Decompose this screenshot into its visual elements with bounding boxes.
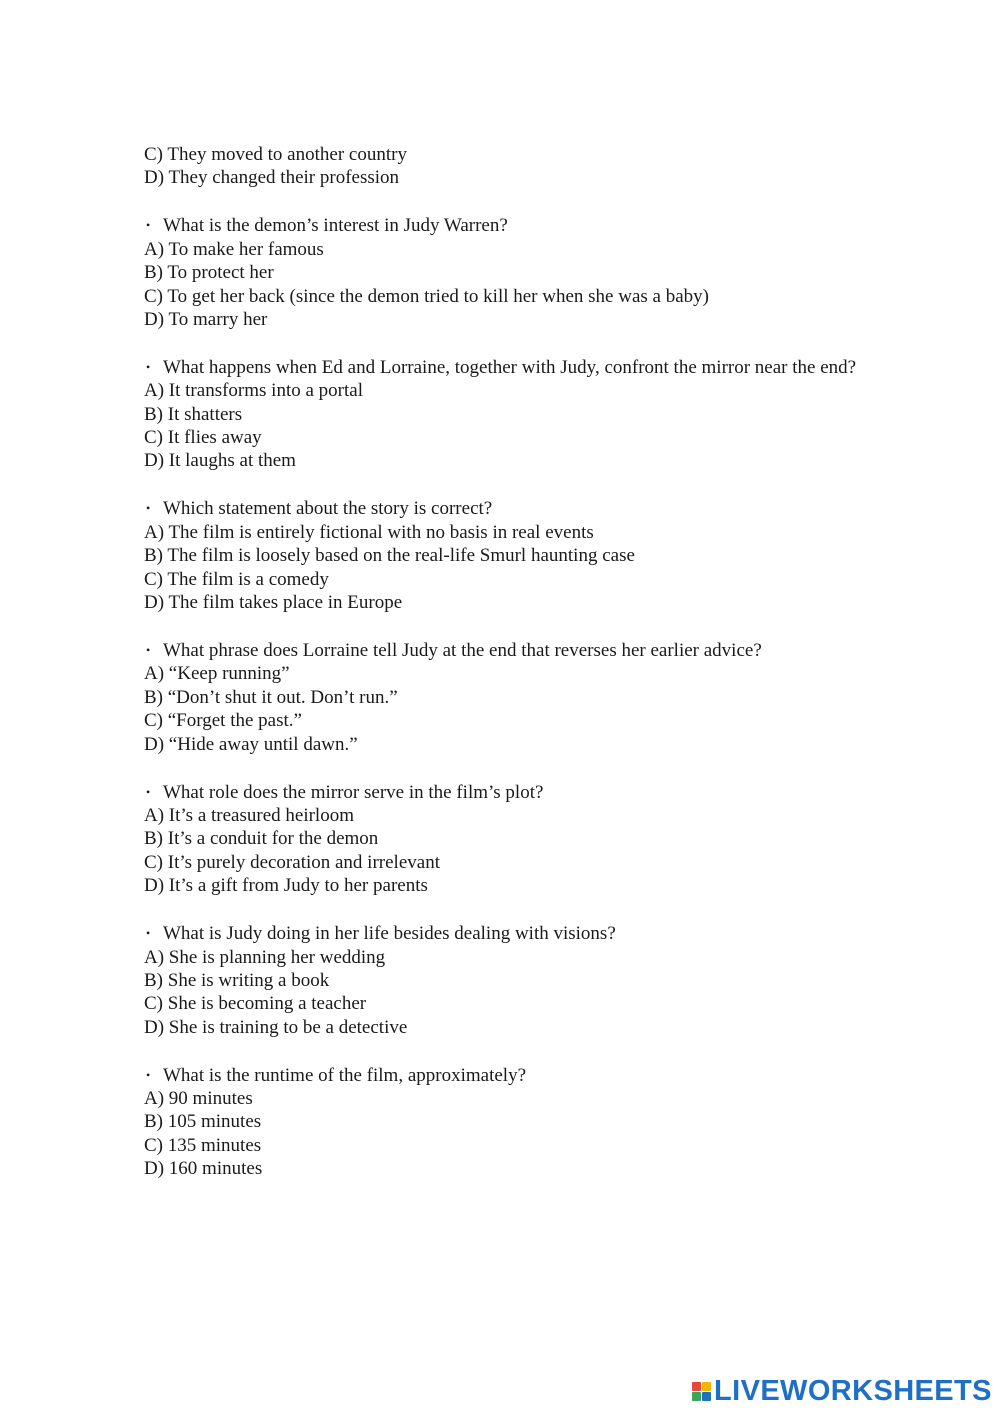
option: A) She is planning her wedding <box>144 946 386 968</box>
option: C) The film is a comedy <box>144 568 329 590</box>
question <box>144 497 944 520</box>
question-text: What role does the mirror serve in the film’s plot? <box>163 781 544 803</box>
option: D) 160 minutes <box>144 1158 263 1180</box>
option: C) They moved to another country <box>144 144 407 165</box>
option: B) “Don’t shut it out. Don’t run.” <box>144 686 398 708</box>
option: D) “Hide away until dawn.” <box>144 733 358 755</box>
option: D) It laughs at them <box>144 450 296 472</box>
option: D) The film takes place in Europe <box>144 592 403 614</box>
logo-square <box>692 1382 701 1391</box>
question-text: What is the runtime of the film, approximately? <box>163 1064 527 1086</box>
question <box>144 214 944 237</box>
bullet-icon: • <box>146 501 151 516</box>
question-block <box>144 1064 944 1181</box>
option: A) 90 minutes <box>144 1088 253 1110</box>
option: D) She is training to be a detective <box>144 1016 408 1038</box>
question-text: What is Judy doing in her life besides dealing with visions? <box>163 923 616 945</box>
option: B) To protect her <box>144 262 274 284</box>
question <box>144 781 944 804</box>
liveworksheets-logo-icon <box>692 1382 711 1401</box>
question <box>144 356 944 379</box>
option: C) “Forget the past.” <box>144 710 302 732</box>
liveworksheets-logo <box>692 1374 992 1408</box>
question-text: What phrase does Lorraine tell Judy at the end that reverses her earlier advice? <box>163 640 762 662</box>
bullet-icon: • <box>146 643 151 658</box>
question-block <box>144 922 944 1039</box>
option: B) She is writing a book <box>144 969 330 991</box>
question <box>144 1064 944 1087</box>
option: A) The film is entirely fictional with no basis in real events <box>144 521 594 543</box>
bullet-icon: • <box>146 926 151 941</box>
question-text: What happens when Ed and Lorraine, together with Judy, confront the mirror near the end? <box>163 356 857 378</box>
option: A) To make her famous <box>144 238 324 260</box>
question-spacer <box>144 473 944 498</box>
option: A) It’s a treasured heirloom <box>144 804 354 826</box>
option: B) It’s a conduit for the demon <box>144 828 379 850</box>
question-spacer <box>144 614 944 639</box>
bullet-icon: • <box>146 1067 151 1082</box>
option: B) The film is loosely based on the real-life Smurl haunting case <box>144 545 635 567</box>
bullet-icon: • <box>146 359 151 374</box>
option: C) She is becoming a teacher <box>144 993 367 1015</box>
question-spacer <box>144 756 944 781</box>
question-spacer <box>144 331 944 356</box>
carryover-options <box>144 143 944 190</box>
question <box>144 922 944 945</box>
question-list <box>144 190 944 1181</box>
option: D) It’s a gift from Judy to her parents <box>144 875 428 897</box>
question-block <box>144 214 944 331</box>
question-spacer <box>144 898 944 923</box>
question-text: Which statement about the story is correct? <box>163 498 493 520</box>
logo-text: LIVEWORKSHEETS <box>714 1375 992 1407</box>
logo-square <box>702 1382 711 1391</box>
option: A) “Keep running” <box>144 663 290 685</box>
question-spacer <box>144 1039 944 1064</box>
option: A) It transforms into a portal <box>144 380 363 402</box>
question <box>144 639 944 662</box>
question-block <box>144 497 944 614</box>
logo-square <box>692 1392 701 1401</box>
option: C) It flies away <box>144 427 262 449</box>
quiz-content <box>144 143 944 1181</box>
option: C) It’s purely decoration and irrelevant <box>144 851 440 873</box>
question-text: What is the demon’s interest in Judy Warren? <box>163 215 508 237</box>
bullet-icon: • <box>146 784 151 799</box>
question-block <box>144 356 944 473</box>
bullet-icon: • <box>146 218 151 233</box>
question-spacer <box>144 190 944 215</box>
logo-square <box>702 1392 711 1401</box>
option: D) To marry her <box>144 308 268 330</box>
question-block <box>144 639 944 756</box>
question-block <box>144 781 944 898</box>
option: C) To get her back (since the demon tried to kill her when she was a baby) <box>144 285 709 307</box>
option: C) 135 minutes <box>144 1134 262 1156</box>
option: D) They changed their profession <box>144 167 400 189</box>
option: B) It shatters <box>144 403 243 425</box>
option: B) 105 minutes <box>144 1111 262 1133</box>
